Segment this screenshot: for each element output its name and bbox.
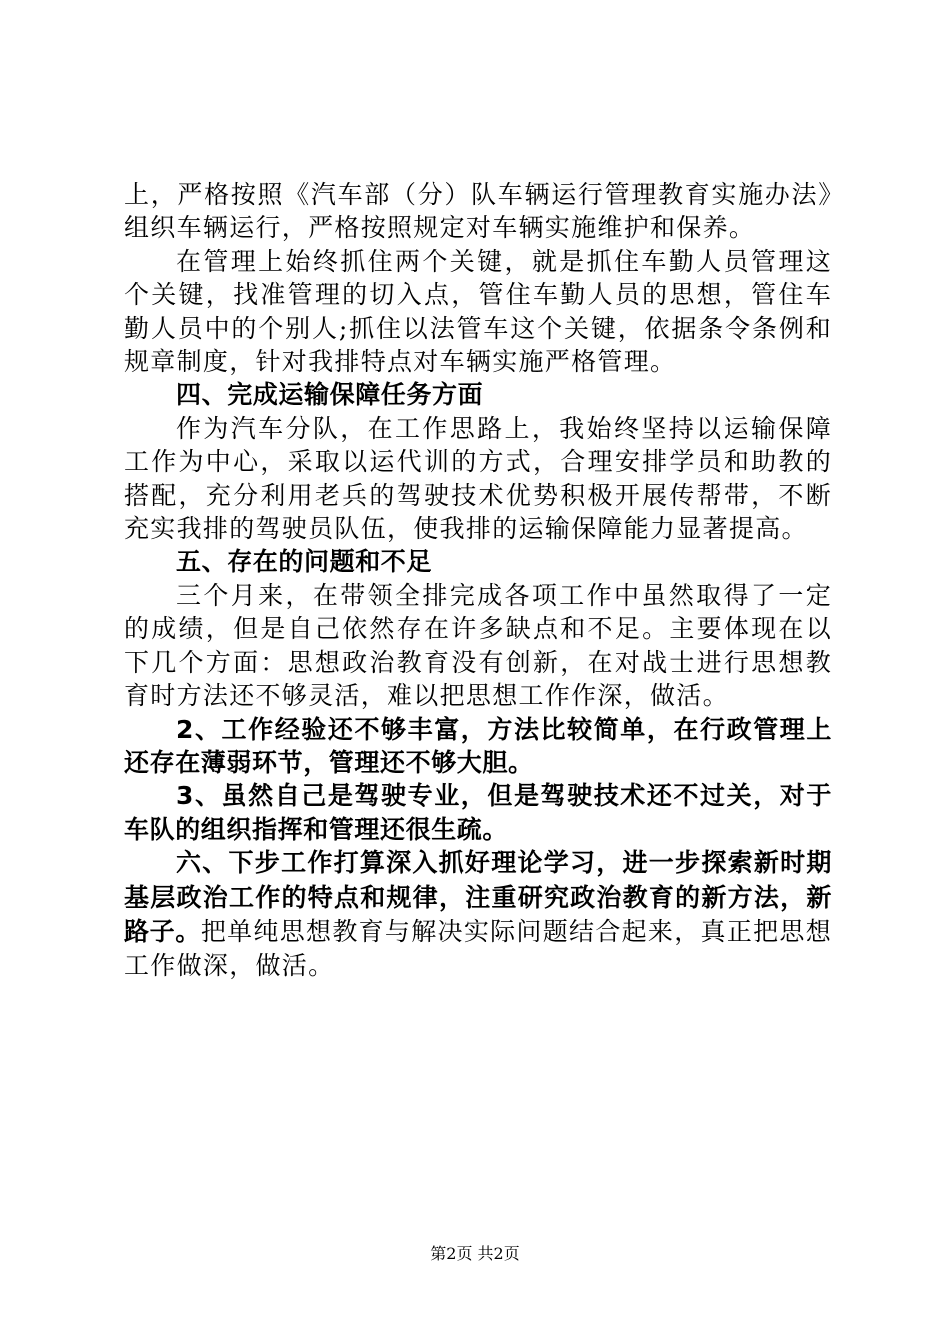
paragraph-driving-skill xyxy=(124,779,832,846)
section-heading-problems xyxy=(124,545,832,578)
paragraph-text: 作为汽车分队，在工作思路上，我始终坚持以运输保障工作为中心，采取以运代训的方式，合理安排学员和助教的搭配，充分利用老兵的驾驶技术优势积极开展传帮带，不断充实我排的驾驶员队伍，使我排的运输保障能力显著提高。 xyxy=(124,413,832,544)
paragraph-next-steps xyxy=(124,846,832,984)
paragraph-two-keys xyxy=(124,245,832,379)
section-heading-transport xyxy=(124,378,832,411)
paragraph-text: 三个月来，在带领全排完成各项工作中虽然取得了一定的成绩，但是自己依然存在许多缺点和不足。主要体现在以下几个方面：思想政治教育没有创新，在对战士进行思想教育时方法还不够灵活，难以把思想工作作深，做活。 xyxy=(124,580,832,711)
paragraph-text: 在管理上始终抓住两个关键，就是抓住车勤人员管理这个关键，找准管理的切入点，管住车勤人员的思想，管住车勤人员中的个别人;抓住以法管车这个关键，依据条令条例和规章制度，针对我排特点对车辆实施严格管理。 xyxy=(124,246,832,377)
paragraph-text: 3、虽然自己是驾驶专业，但是驾驶技术还不过关，对于车队的组织指挥和管理还很生疏。 xyxy=(124,781,832,844)
heading-text: 四、完成运输保障任务方面 xyxy=(176,380,484,410)
next-steps-bold-text: 六、下步工作打算深入抓好理论学习，进一步探索新时期基层政治工作的特点和规律，注重研究政治教育的新方法，新路子。 xyxy=(124,848,832,946)
paragraph-experience xyxy=(124,713,832,780)
heading-text: 五、存在的问题和不足 xyxy=(176,547,433,577)
paragraph-text: 2、工作经验还不够丰富，方法比较简单，在行政管理上还存在薄弱环节，管理还不够大胆。 xyxy=(124,714,832,777)
paragraph-text: 上，严格按照《汽车部（分）队车辆运行管理教育实施办法》组织车辆运行，严格按照规定对车辆实施维护和保养。 xyxy=(124,180,832,243)
paragraph-transport xyxy=(124,412,832,546)
next-steps-regular-text: 把单纯思想教育与解决实际问题结合起来，真正把思想工作做深，做活。 xyxy=(124,916,833,981)
page-footer: 第2页 共2页 xyxy=(430,1244,520,1263)
paragraph-vehicle-operation xyxy=(124,178,832,245)
paragraph-problems xyxy=(124,579,832,713)
document-body xyxy=(124,178,832,984)
